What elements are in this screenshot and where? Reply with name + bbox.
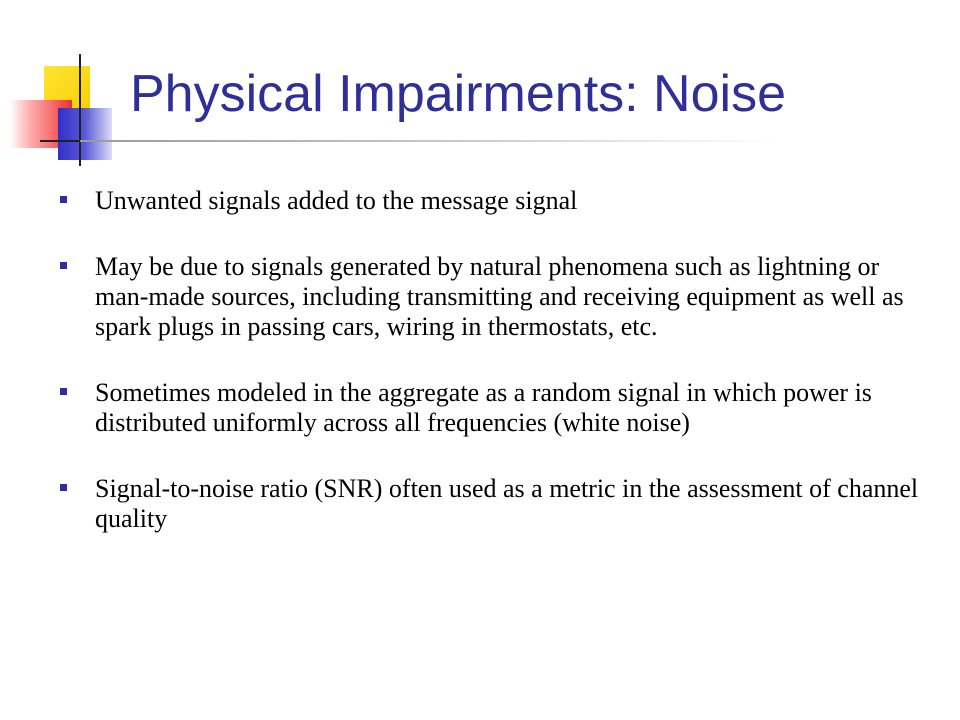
bullet-item: [60, 252, 920, 342]
bullet-item: [60, 378, 920, 438]
square-bullet-icon: [60, 262, 67, 269]
square-bullet-icon: [60, 388, 67, 395]
bullet-text: May be due to signals generated by natural phenomena such as lightning or man-made sources, including transmitting and receiving equipment as well as spark plugs in passing cars, wiring in thermostats, etc.: [95, 252, 904, 341]
bullet-text: Unwanted signals added to the message signal: [95, 186, 578, 215]
decor-vertical-line: [79, 54, 81, 166]
square-bullet-icon: [60, 196, 67, 203]
bullet-item: [60, 186, 920, 216]
square-bullet-icon: [60, 484, 67, 491]
bullet-list: [60, 186, 920, 570]
bullet-text: Sometimes modeled in the aggregate as a random signal in which power is distributed uniformly across all frequencies (white noise): [95, 378, 872, 437]
decor-blue-square: [58, 108, 112, 160]
slide-title: Physical Impairments: Noise: [130, 65, 786, 123]
bullet-text: Signal-to-noise ratio (SNR) often used as a metric in the assessment of channel quality: [95, 474, 919, 533]
bullet-item: [60, 474, 920, 534]
title-underline-rule: [80, 140, 780, 142]
